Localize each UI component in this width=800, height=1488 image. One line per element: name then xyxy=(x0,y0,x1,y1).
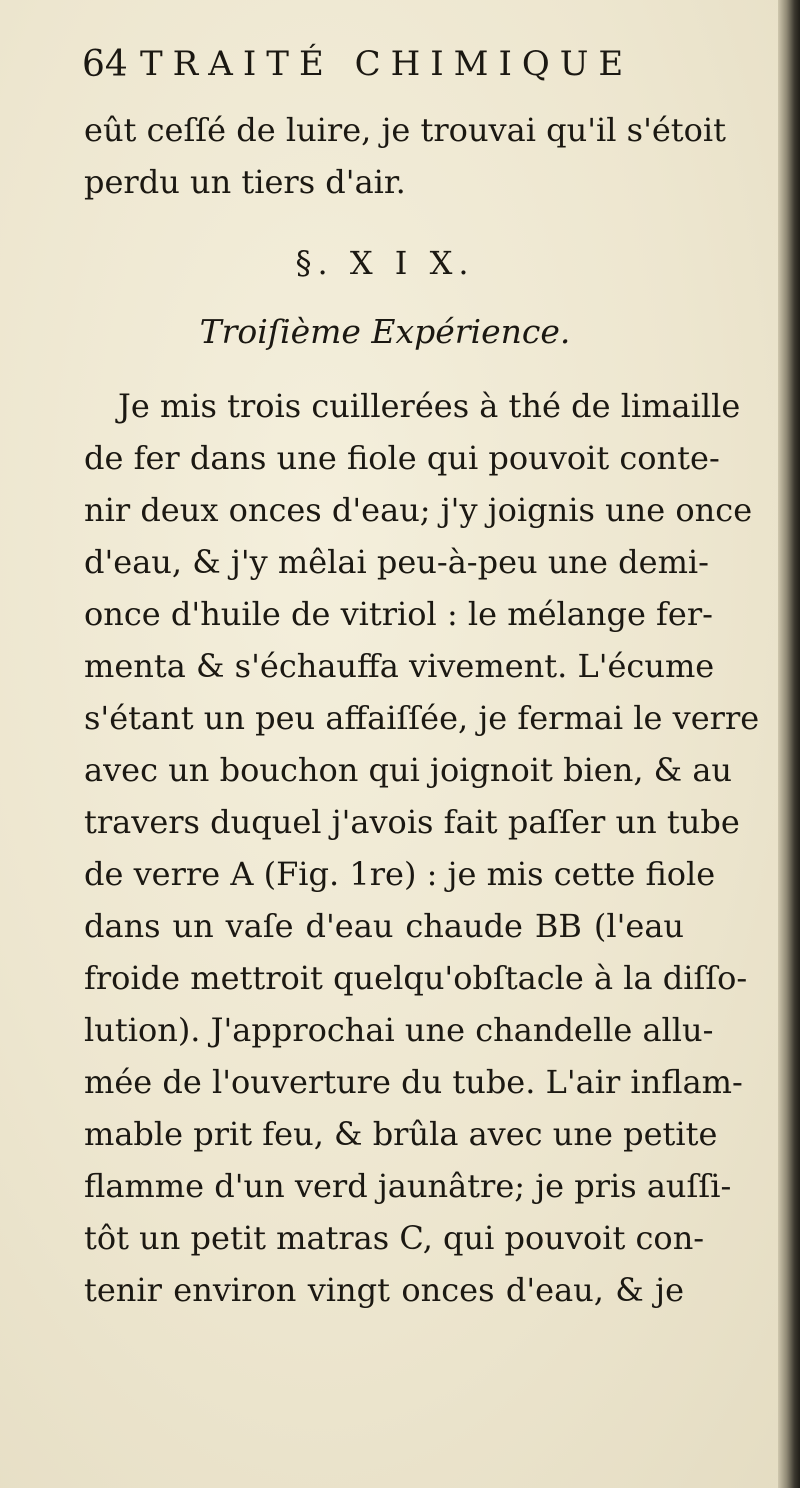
body-line: s'étant un peu affaiſſée, je fermai le verre xyxy=(84,699,760,737)
body-line: flamme d'un verd jaunâtre; je pris auſſi- xyxy=(84,1167,732,1205)
body-line: avec un bouchon qui joignoit bien, & au xyxy=(84,751,733,789)
book-binding-edge xyxy=(778,0,800,1488)
section-title: Troiſième Expérience. xyxy=(199,312,571,351)
body-line: lution). J'approchai une chandelle allu- xyxy=(84,1011,714,1049)
carryover-line: perdu un tiers d'air. xyxy=(84,163,406,201)
body-line: froide mettroit quelqu'obſtacle à la diſſo- xyxy=(84,959,748,997)
body-line: nir deux onces d'eau; j'y joignis une once xyxy=(84,491,753,529)
page-number: 64 xyxy=(82,44,128,85)
running-title: TRAITÉ CHIMIQUE xyxy=(140,44,634,84)
body-line: tôt un petit matras C, qui pouvoit con- xyxy=(84,1219,705,1257)
running-head xyxy=(82,38,662,98)
body-line: mable prit feu, & brûla avec une petite xyxy=(84,1115,718,1153)
body-line: tenir environ vingt onces d'eau, & je xyxy=(84,1271,684,1309)
carryover-line: eût ceſſé de luire, je trouvai qu'il s'étoit xyxy=(84,111,727,149)
body-line: travers duquel j'avois fait paſſer un tube xyxy=(84,803,740,841)
body-line: menta & s'échauffa vivement. L'écume xyxy=(84,647,715,685)
body-line: de fer dans une fiole qui pouvoit conte- xyxy=(84,439,720,477)
body-line: once d'huile de vitriol : le mélange fer- xyxy=(84,595,713,633)
body-line: Je mis trois cuillerées à thé de limaille xyxy=(118,387,741,425)
body-line: mée de l'ouverture du tube. L'air inflam- xyxy=(84,1063,743,1101)
body-line: d'eau, & j'y mêlai peu-à-peu une demi- xyxy=(84,543,709,581)
section-number: §. X I X. xyxy=(295,244,475,282)
body-line: dans un vaſe d'eau chaude BB (l'eau xyxy=(84,907,684,945)
body-line: de verre A (Fig. 1re) : je mis cette fiole xyxy=(84,855,716,893)
